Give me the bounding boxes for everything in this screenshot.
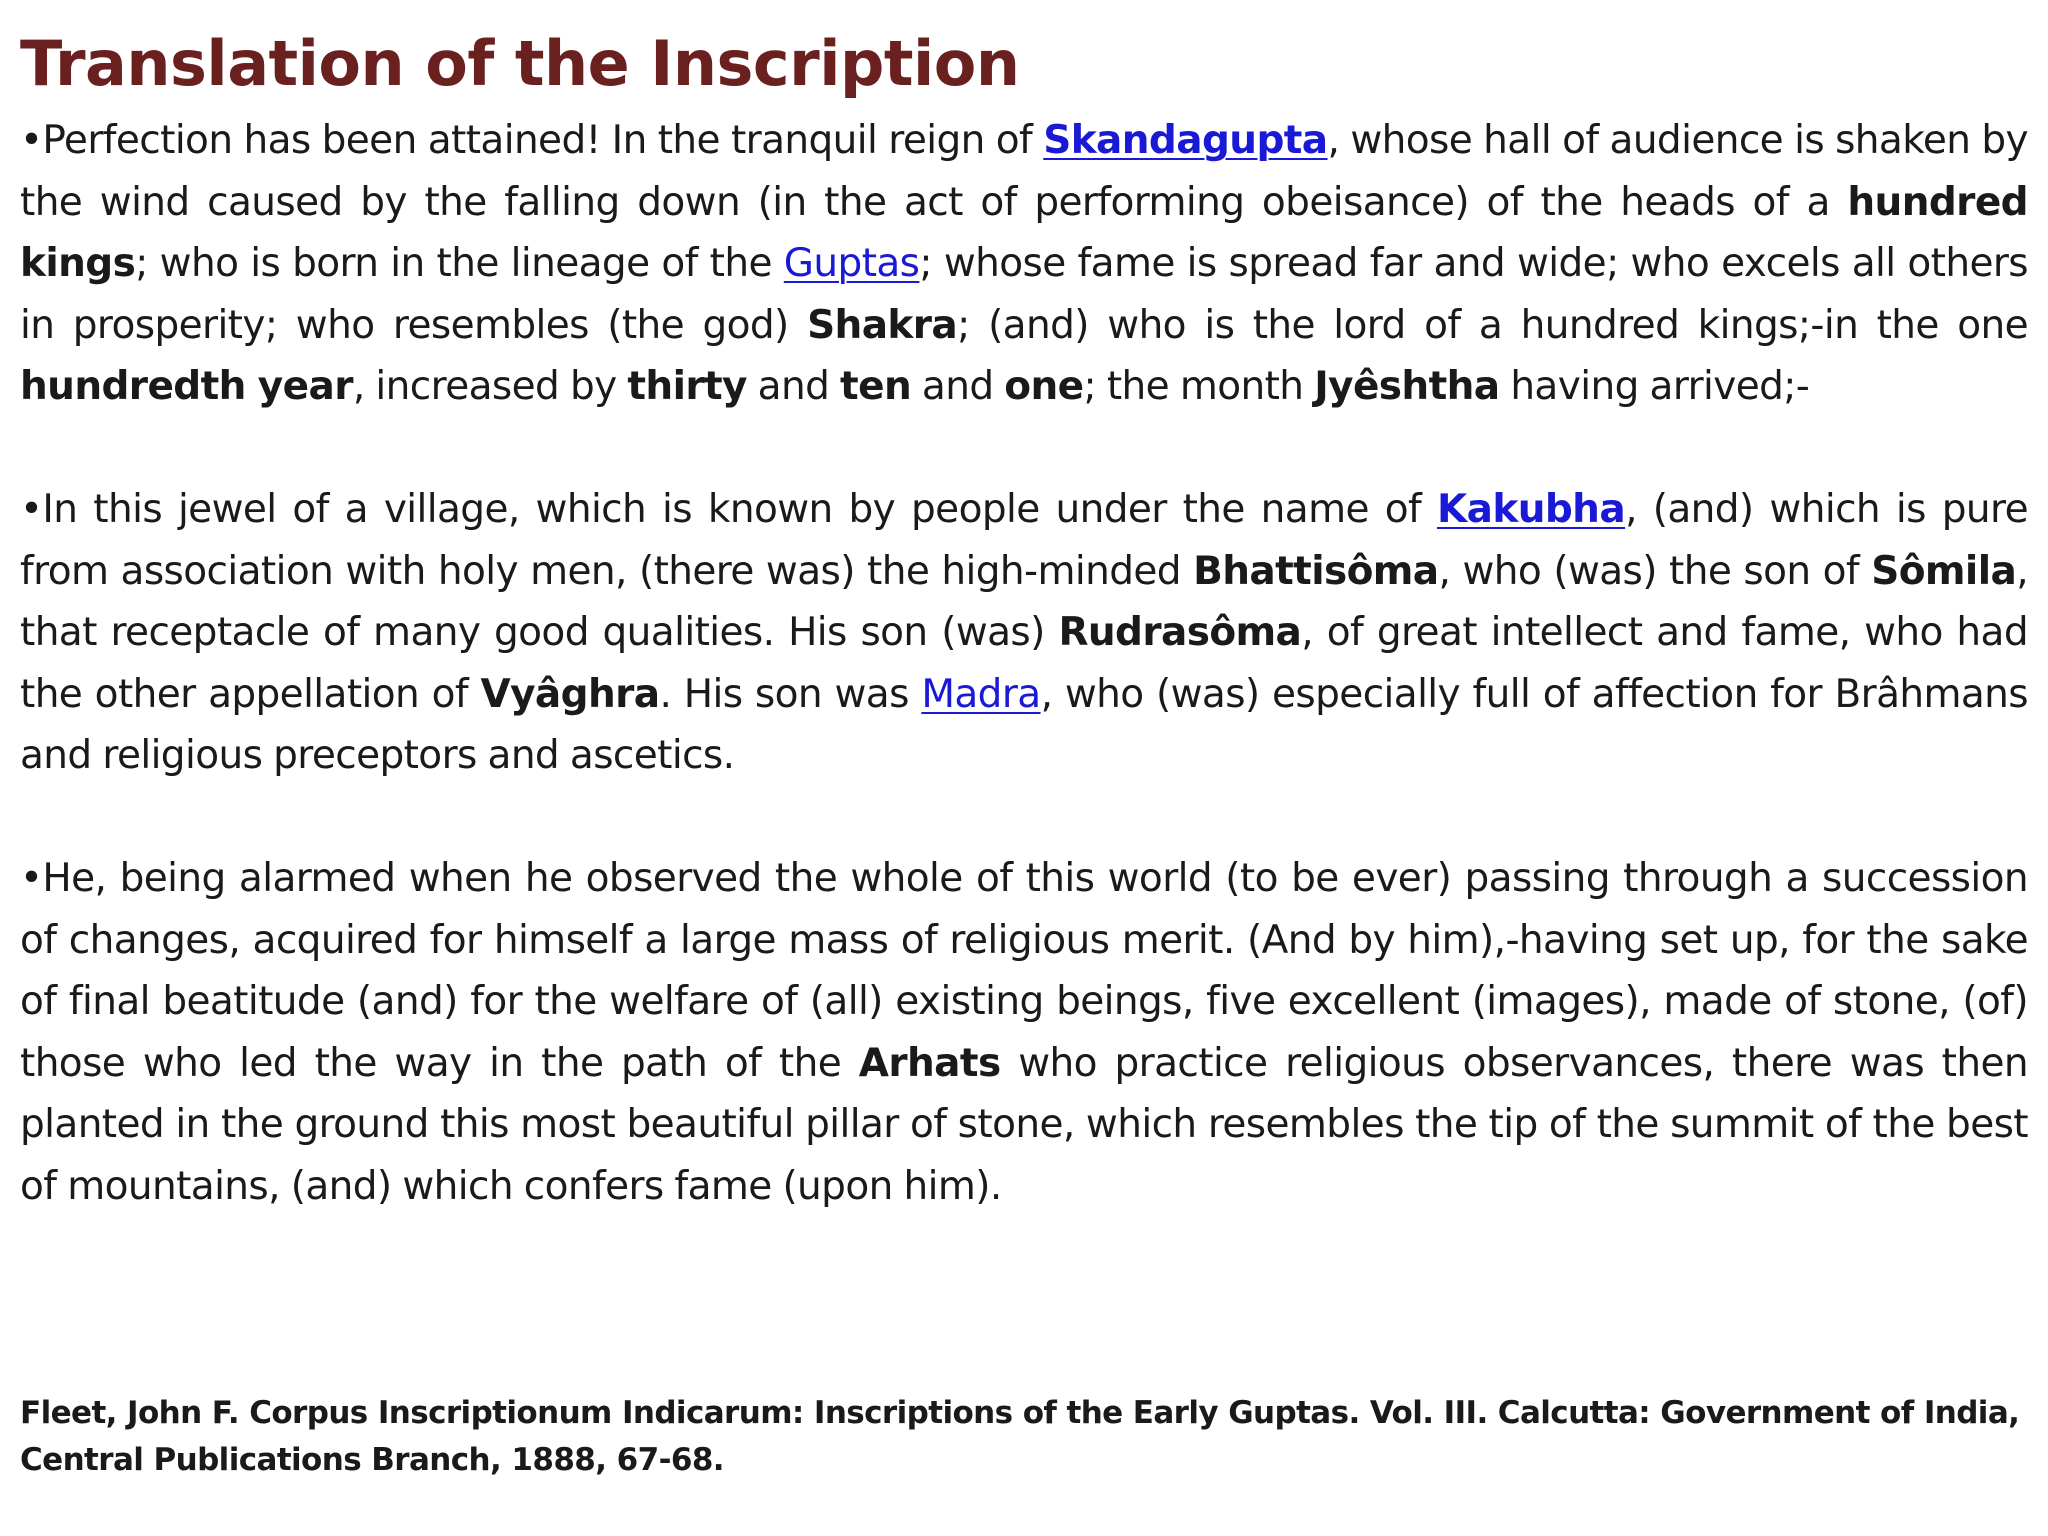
- text-run: . His son was: [659, 671, 922, 717]
- text-run: ; the month: [1083, 364, 1315, 409]
- link-kakubha[interactable]: Kakubha: [1437, 487, 1626, 532]
- bullet: •: [20, 118, 43, 163]
- bold-term: thirty: [627, 364, 747, 409]
- text-run: who practice religious observances, there was then planted in the ground this most beautiful pillar of stone, which resembles the tip of the summit of the best of mountains, (and) which confers fame (upon him).: [20, 1040, 2028, 1209]
- page-title: Translation of the Inscription: [20, 27, 1020, 100]
- citation: Fleet, John F. Corpus Inscriptionum Indicarum: Inscriptions of the Early Guptas. Vol. III. Calcutta: Government of India, Central Publications Branch, 1888, 67-68.: [20, 1395, 2020, 1478]
- paragraph-3: [20, 848, 2028, 1217]
- bold-term: hundred kings: [20, 179, 2028, 286]
- text-run: , that receptacle of many good qualities. His son (was): [20, 548, 2028, 655]
- bold-term: Vyâghra: [480, 671, 660, 717]
- link-guptas[interactable]: Guptas: [783, 241, 920, 286]
- slide-content: [20, 18, 2028, 1217]
- text-run: He, being alarmed when he observed the whole of this world (to be ever) passing through a succession of changes, acquired for himself a large mass of religious merit. (And by him),-having set up, for the sake of final beatitude (and) for the welfare of (all) existing beings, five excellent (images), made of stone, (of) those who led the way in the path of the: [20, 856, 2028, 1086]
- bold-term: Rudrasôma: [1058, 610, 1302, 655]
- translation-body: [20, 110, 2028, 1217]
- link-skandagupta[interactable]: Skandagupta: [1043, 118, 1328, 163]
- bold-term: Shakra: [807, 302, 958, 348]
- paragraph-2: [20, 479, 2028, 787]
- text-run: Perfection has been attained! In the tranquil reign of: [42, 118, 1044, 163]
- text-run: and: [911, 364, 1005, 409]
- bold-term: hundredth year: [20, 364, 353, 409]
- text-run: , (and) which is pure from association with holy men, (there was) the high-minded: [20, 487, 2028, 594]
- text-run: In this jewel of a village, which is known by people under the name of: [42, 487, 1438, 532]
- text-run: , whose hall of audience is shaken by the wind caused by the falling down (in the act of performing obeisance) of the heads of a: [20, 118, 2028, 225]
- bold-term: Jyêshtha: [1314, 364, 1500, 409]
- text-run: and: [746, 364, 841, 409]
- text-run: ; whose fame is spread far and wide; who excels all others in prosperity; who resembles (the god): [20, 241, 2028, 348]
- bullet: •: [20, 856, 43, 901]
- link-madra[interactable]: Madra: [921, 671, 1041, 717]
- bullet: •: [20, 487, 43, 532]
- text-run: having arrived;-: [1499, 364, 1810, 409]
- bold-term: one: [1004, 364, 1084, 409]
- bold-term: Sômila: [1871, 548, 2017, 594]
- bold-term: Arhats: [858, 1040, 1001, 1086]
- text-run: ; who is born in the lineage of the: [135, 241, 784, 286]
- text-run: , increased by: [352, 364, 628, 409]
- paragraph-1: [20, 110, 2028, 418]
- text-run: , of great intellect and fame, who had the other appellation of: [20, 610, 2029, 717]
- bold-term: Bhattisôma: [1193, 548, 1439, 594]
- text-run: ; (and) who is the lord of a hundred kings;-in the one: [957, 302, 2028, 348]
- text-run: , who (was) the son of: [1438, 548, 1872, 594]
- bold-term: ten: [840, 364, 912, 409]
- text-run: , who (was) especially full of affection for Brâhmans and religious preceptors and ascetics.: [20, 671, 2029, 778]
